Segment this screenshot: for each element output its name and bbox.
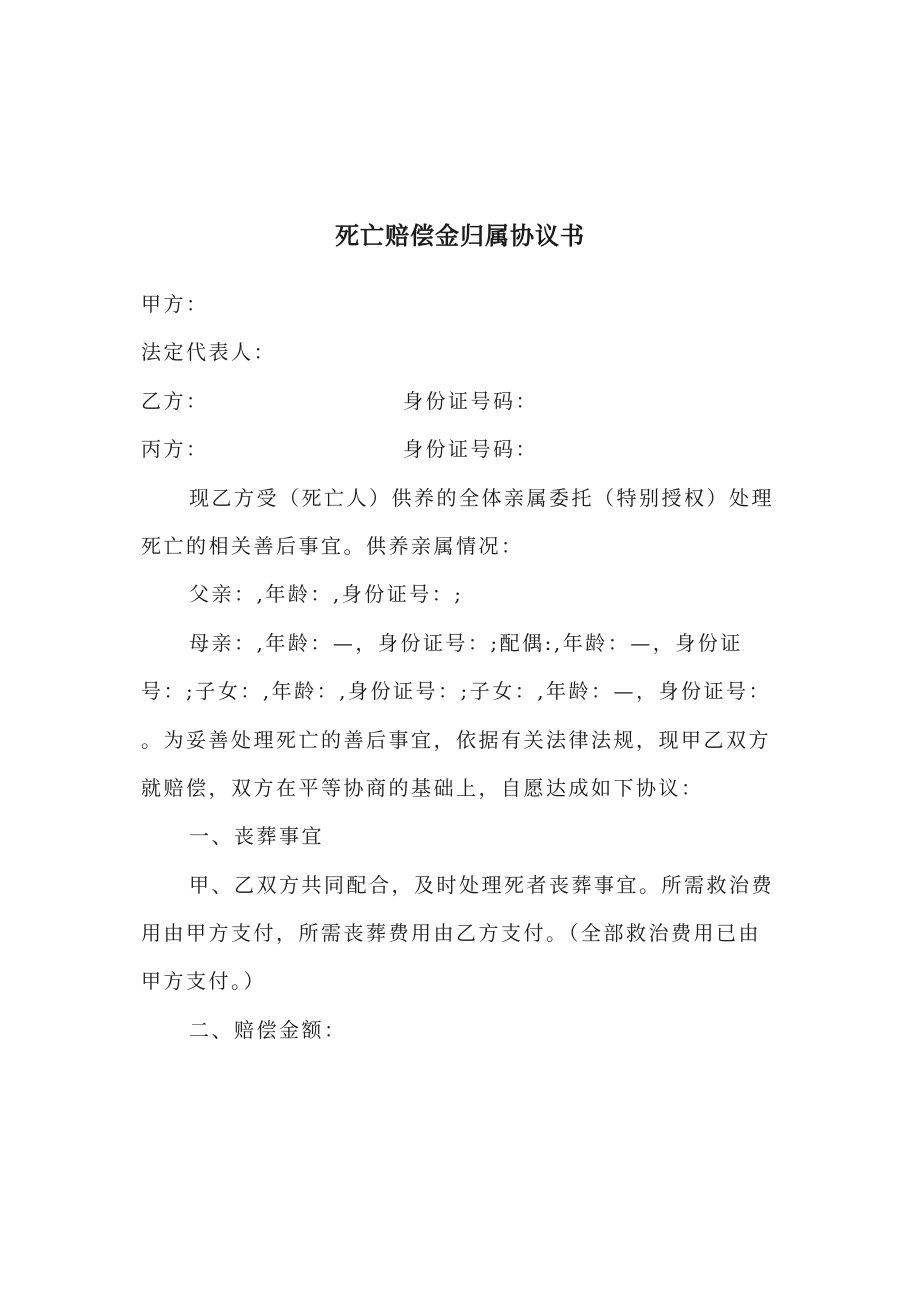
relatives-line-1: 母亲：,年龄：—，身份证号：;配偶:,年龄：—，身份证: [189, 630, 743, 655]
document-title: 死亡赔偿金归属协议书: [335, 222, 585, 250]
relatives-line-4: 就赔偿，双方在平等协商的基础上，自愿达成如下协议：: [141, 775, 704, 800]
party-a-line: 甲方：: [141, 292, 209, 316]
section-1-line-1: 甲、乙双方共同配合，及时处理死者丧葬事宜。所需救治费: [189, 872, 774, 897]
party-b-id-label: 身份证号码：: [403, 388, 538, 413]
paragraph-1-line-2: 死亡的相关善后事宜。供养亲属情况：: [141, 533, 524, 558]
section-1-heading: 一、丧葬事宜: [189, 824, 324, 849]
section-2-heading: 二、赔偿金额：: [189, 1017, 347, 1042]
relatives-line-3: 。为妥善处理死亡的善后事宜，依据有关法律法规，现甲乙双方: [141, 727, 771, 752]
party-b-label: 乙方：: [141, 388, 209, 413]
relatives-line-2: 号：;子女：,年龄：,身份证号：;子女：,年龄：—，身份证号：: [141, 679, 772, 704]
document-body: [141, 280, 791, 1054]
party-b-row: [141, 377, 791, 425]
legal-representative-line: 法定代表人：: [141, 340, 276, 365]
section-1-line-2: 用由甲方支付，所需丧葬费用由乙方支付。（全部救治费用已由: [141, 921, 761, 946]
party-c-label: 丙方：: [141, 437, 209, 462]
paragraph-1-line-1: 现乙方受（死亡人）供养的全体亲属委托（特别授权）处理: [189, 485, 774, 510]
section-1-line-3: 甲方支付。）: [141, 969, 266, 994]
party-c-row: [141, 425, 791, 473]
father-info-line: 父亲：,年龄：,身份证号：;: [189, 582, 464, 607]
party-c-id-label: 身份证号码：: [403, 437, 538, 462]
